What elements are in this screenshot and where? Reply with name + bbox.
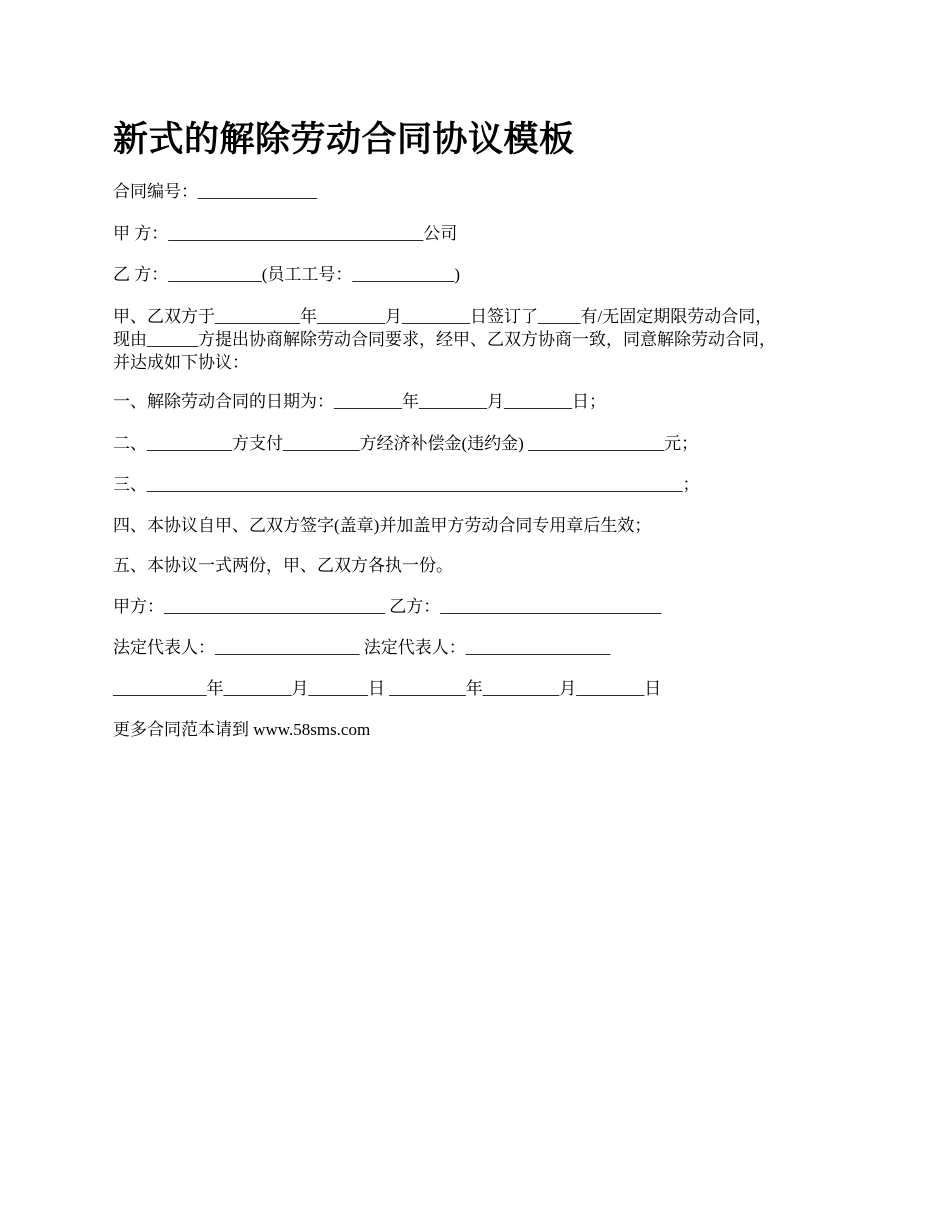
party-a-line: 甲 方：______________________________公司 <box>113 224 458 243</box>
clause-3: 三、_______________________________________________________________； <box>113 475 700 494</box>
clause-5: 五、本协议一式两份，甲、乙双方各执一份。 <box>113 556 453 575</box>
party-b-line: 乙 方：___________(员工工号：____________) <box>113 265 461 284</box>
clause-4: 四、本协议自甲、乙双方签字(盖章)并加盖甲方劳动合同专用章后生效； <box>113 516 652 535</box>
footer-note: 更多合同范本请到 www.58sms.com <box>113 720 371 739</box>
contract-number-line: 合同编号：______________ <box>113 182 317 201</box>
clause-2: 二、__________方支付_________方经济补偿金(违约金) ________________元； <box>113 434 699 453</box>
intro-line: 甲、乙双方于__________年________月________日签订了_____有/无固定期限劳动合同， <box>113 307 773 326</box>
intro-paragraph <box>113 305 843 374</box>
signature-representatives-line: 法定代表人：_________________ 法定代表人：_________________ <box>113 638 611 657</box>
intro-line: 并达成如下协议： <box>113 353 249 372</box>
clause-1: 一、解除劳动合同的日期为：________年________月________日； <box>113 392 606 411</box>
document-title: 新式的解除劳动合同协议模板 <box>113 120 575 160</box>
signature-parties-line: 甲方：__________________________ 乙方：__________________________ <box>113 597 662 616</box>
intro-line: 现由______方提出协商解除劳动合同要求，经甲、乙双方协商一致，同意解除劳动合同， <box>113 330 776 349</box>
signature-dates-line: ___________年________月_______日 _________年_________月________日 <box>113 679 662 698</box>
